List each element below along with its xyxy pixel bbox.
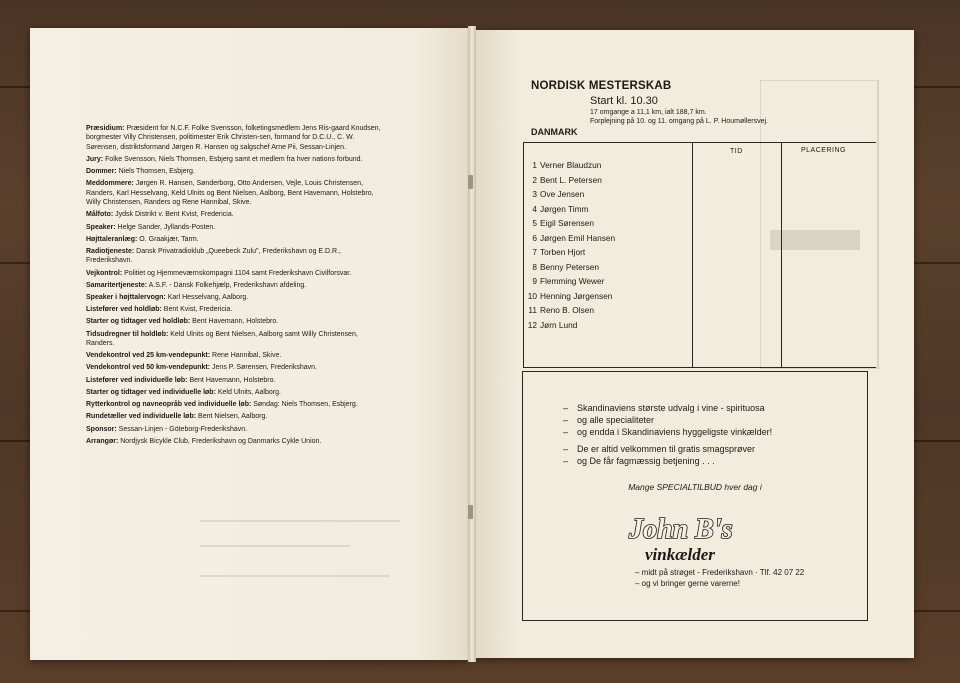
ad-line: – Skandinaviens største udvalg i vine - spirituosa bbox=[563, 402, 853, 414]
credit-entry bbox=[86, 124, 386, 152]
credit-label: Vendekontrol ved 50 km-vendepunkt: bbox=[86, 364, 211, 372]
rider-number: 10 bbox=[527, 290, 537, 301]
rider-number: 2 bbox=[532, 174, 537, 185]
logo-main: John B's bbox=[629, 514, 733, 545]
credit-label: Målfoto: bbox=[86, 211, 114, 219]
rider-row bbox=[524, 260, 692, 275]
credit-label: Speaker: bbox=[86, 223, 116, 231]
rider-number: 7 bbox=[532, 247, 537, 257]
ad-line: – og endda i Skandinaviens hyggeligste vinkælder! bbox=[563, 426, 853, 438]
credit-label: Sponsor: bbox=[86, 425, 117, 433]
credit-text: Niels Thomsen, Esbjerg. bbox=[116, 168, 195, 176]
credit-text: Keld Ulnits og Bent Nielsen, Aalborg samt Willy Christensen, Randers. bbox=[86, 330, 358, 348]
credit-entry bbox=[86, 305, 386, 314]
rider-name: Bent L. Petersen bbox=[540, 174, 602, 185]
logo-sub: vinkælder bbox=[645, 545, 715, 564]
ad-tilbud: Mange SPECIALTILBUD hver dag i bbox=[628, 482, 762, 492]
credit-label: Højttaleranlæg: bbox=[86, 235, 138, 243]
rider-row bbox=[524, 318, 692, 333]
credit-entry bbox=[86, 376, 386, 385]
credit-text: Jørgen R. Hansen, Sønderborg, Otto Andersen, Vejle, Louis Christensen, Randers, Karl Hesselvang, Keld Ulnits og Bent Nielsen, Aalborg, Bent Havemann, Holstebro, Willy Christensen, Randers og Rene Hannibal, Skive. bbox=[86, 180, 374, 207]
rider-name: Jørgen Emil Hansen bbox=[540, 232, 616, 243]
rider-number: 6 bbox=[532, 232, 537, 243]
credit-entry bbox=[86, 412, 386, 421]
rider-number: 9 bbox=[532, 276, 537, 286]
rider-number: 5 bbox=[532, 218, 537, 228]
credit-label: Listefører ved individuelle løb: bbox=[86, 376, 188, 384]
credit-label: Arrangør: bbox=[86, 437, 119, 445]
credit-label: Samaritertjeneste: bbox=[86, 281, 148, 289]
john-b-logo bbox=[611, 508, 821, 568]
credit-label: Præsidium: bbox=[86, 125, 125, 132]
page-title: NORDISK MESTERSKAB bbox=[531, 80, 672, 92]
credits-list bbox=[86, 124, 386, 449]
rider-row bbox=[524, 173, 692, 188]
credit-entry bbox=[86, 330, 386, 349]
credit-text: Politiet og Hjemmeværnskompagni 1104 samt Frederikshavn Civilforsvar. bbox=[122, 269, 352, 277]
race-info bbox=[590, 109, 768, 126]
rider-number: 11 bbox=[528, 305, 537, 315]
race-catering: Forplejning på 10. og 11. omgang på L. P. Houmøllersvej. bbox=[590, 117, 768, 125]
rider-row bbox=[524, 289, 692, 304]
rider-number: 1 bbox=[532, 160, 537, 170]
rider-list bbox=[524, 158, 692, 332]
rider-name: Reno B. Olsen bbox=[540, 305, 594, 315]
rider-row bbox=[524, 216, 692, 231]
credit-text: Bent Havemann, Holstebro. bbox=[190, 318, 279, 326]
rider-row bbox=[524, 274, 692, 289]
credit-entry bbox=[86, 269, 386, 278]
race-distance: 17 omgange a 11,1 km, ialt 188,7 km. bbox=[590, 109, 707, 116]
credit-entry bbox=[86, 210, 386, 219]
credit-text: Bent Kvist, Fredericia. bbox=[161, 306, 233, 314]
credit-entry bbox=[86, 235, 386, 244]
advertisement-box bbox=[522, 371, 868, 621]
credit-label: Rundetæller ved individuelle løb: bbox=[86, 413, 197, 421]
credit-entry bbox=[86, 281, 386, 290]
column-header-placering: PLACERING bbox=[801, 147, 846, 154]
bleed-through-mark bbox=[190, 505, 420, 625]
credit-text: Folke Svensson, Niels Thomsen, Esbjerg samt et medlem fra hver nations forbund. bbox=[103, 156, 363, 164]
ad-line: – og alle specialiteter bbox=[563, 414, 853, 426]
staple bbox=[468, 175, 473, 189]
ad-line: – og De får fagmæssig betjening . . . bbox=[563, 455, 853, 467]
rider-row bbox=[524, 303, 692, 318]
credit-entry bbox=[86, 155, 386, 164]
ad-line: – De er altid velkommen til gratis smagsprøver bbox=[563, 443, 853, 455]
rider-row bbox=[524, 245, 692, 260]
rider-name: Eigil Sørensen bbox=[540, 218, 594, 228]
rider-name: Verner Blaudzun bbox=[540, 160, 602, 170]
credit-label: Jury: bbox=[86, 156, 104, 164]
credit-text: Præsident for N.C.F. Folke Svensson, folketingsmedlem Jens Ris-gaard Knudsen, borgmester Villy Christensen, politimester Erik Christen-sen, formand for D.C.U., C. W. Sørensen, distriktsformand Jørgen R. Hansen og salgschef Arne Pii, Sessan-Linjen. bbox=[86, 125, 381, 151]
credit-text: Jydsk Distrikt v. Bent Kvist, Fredericia. bbox=[113, 211, 234, 219]
table-divider bbox=[781, 143, 782, 367]
credit-label: Starter og tidtager ved holdløb: bbox=[86, 318, 191, 326]
rider-name: Flemming Wewer bbox=[540, 276, 605, 286]
rider-number: 4 bbox=[532, 203, 537, 214]
credit-text: Dansk Privatradioklub „Queebeck Zulu", Frederikshavn og E.D.R., Frederikshavn. bbox=[86, 248, 341, 265]
credit-entry bbox=[86, 223, 386, 232]
rider-row bbox=[524, 158, 692, 173]
rider-name: Henning Jørgensen bbox=[540, 290, 613, 301]
credit-text: Keld Ulnits, Aalborg. bbox=[215, 388, 281, 396]
credit-entry bbox=[86, 317, 386, 326]
credit-label: Tidsudregner til holdløb: bbox=[86, 330, 169, 338]
rider-name: Jørgen Timm bbox=[540, 203, 589, 214]
credit-entry bbox=[86, 351, 386, 360]
credit-text: Karl Hesselvang, Aalborg. bbox=[165, 294, 249, 302]
credit-label: Vejkontrol: bbox=[86, 269, 123, 277]
rider-name: Jørn Lund bbox=[540, 319, 578, 330]
ad-delivery-line: – og vi bringer gerne varerne! bbox=[635, 578, 740, 588]
staple bbox=[468, 505, 473, 519]
credit-label: Speaker i højttalervogn: bbox=[86, 294, 166, 302]
credit-text: A.S.F. - Dansk Folkehjælp, Frederikshavn afdeling. bbox=[147, 281, 307, 289]
credit-label: Vendekontrol ved 25 km-vendepunkt: bbox=[86, 352, 211, 360]
credit-entry bbox=[86, 425, 386, 434]
credit-text: Bent Nielsen, Aalborg. bbox=[196, 413, 268, 421]
credit-label: Listefører ved holdløb: bbox=[86, 306, 162, 314]
credit-text: Jens P. Sørensen, Frederikshavn. bbox=[210, 364, 317, 372]
credit-label: Starter og tidtager ved individuelle løb: bbox=[86, 388, 216, 396]
booklet-spine bbox=[468, 26, 476, 662]
rider-number: 12 bbox=[527, 319, 537, 330]
rider-name: Torben Hjort bbox=[540, 247, 586, 257]
credit-entry bbox=[86, 247, 386, 266]
ad-text bbox=[563, 402, 853, 467]
credit-text: Sessan-Linjen - Göteborg-Frederikshavn. bbox=[116, 425, 248, 433]
rider-row bbox=[524, 231, 692, 246]
rider-row bbox=[524, 202, 692, 217]
rider-row bbox=[524, 187, 692, 202]
credit-text: Rene Hannibal, Skive. bbox=[210, 352, 282, 360]
credit-text: Søndag: Niels Thomsen, Esbjerg. bbox=[251, 401, 358, 409]
ad-address-line: – midt på strøget - Frederikshavn · Tlf. 42 07 22 bbox=[635, 568, 805, 577]
rider-number: 8 bbox=[532, 261, 537, 272]
rider-name: Benny Petersen bbox=[540, 261, 600, 272]
credit-entry bbox=[86, 388, 386, 397]
credit-entry bbox=[86, 363, 386, 372]
rider-number: 3 bbox=[532, 189, 537, 199]
credit-entry bbox=[86, 179, 386, 207]
ad-address bbox=[635, 568, 804, 589]
credit-entry bbox=[86, 400, 386, 409]
credit-label: Dommer: bbox=[86, 168, 117, 176]
credit-label: Meddommere: bbox=[86, 180, 134, 188]
credit-entry bbox=[86, 437, 386, 446]
rider-table bbox=[523, 142, 876, 368]
credit-entry bbox=[86, 293, 386, 302]
credit-entry bbox=[86, 167, 386, 176]
column-header-tid: TID bbox=[730, 148, 743, 155]
credit-text: Nordjysk Bicykle Club, Frederikshavn og Danmarks Cykle Union. bbox=[118, 437, 322, 445]
credit-text: Helge Sander, Jyllands-Posten. bbox=[115, 223, 216, 231]
rider-name: Ove Jensen bbox=[540, 189, 585, 199]
credit-text: O. Graakjær, Tarm. bbox=[137, 235, 199, 243]
credit-text: Bent Havemann, Holstebro. bbox=[187, 376, 276, 384]
table-divider bbox=[692, 143, 693, 367]
team-heading: DANMARK bbox=[531, 127, 578, 137]
start-time: Start kl. 10.30 bbox=[590, 95, 658, 107]
credit-label: Rytterkontrol og navneopråb ved individuelle løb: bbox=[86, 401, 252, 409]
credit-label: Radiotjeneste: bbox=[86, 248, 135, 256]
